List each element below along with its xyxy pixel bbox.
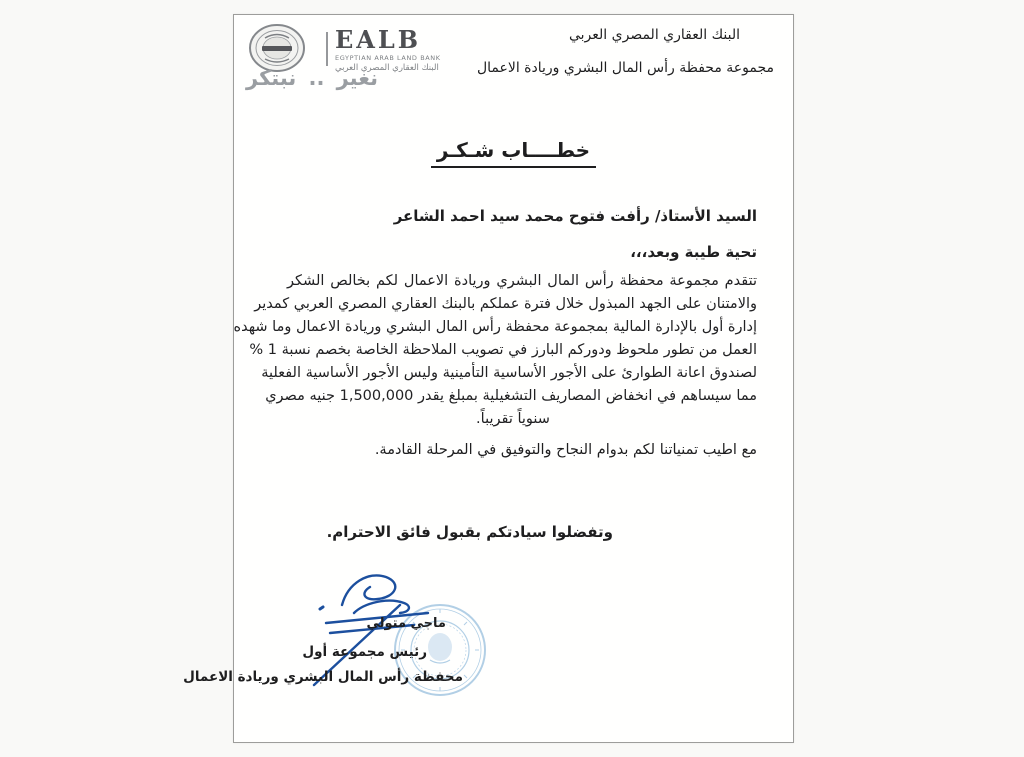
letter-title (234, 138, 793, 168)
brand-slogan: نغير .. نبتكر (246, 66, 378, 90)
body-line: تتقدم مجموعة محفظة رأس المال البشري وريادة الاعمال لكم بخالص الشكر (287, 273, 757, 289)
body-line: العمل من تطور ملحوظ ودوركم البارز في تصويب الملاحظة الخاصة بخصم نسبة 1 % (249, 342, 757, 358)
signer-department: محفظة رأس المال البشري وريادة الاعمال (183, 669, 463, 685)
body-line: والامتنان على الجهد المبذول خلال فترة عملكم بالبنك العقاري المصري العربي كمدير (254, 296, 757, 312)
signer-title: رئيس مجموعة أول (302, 644, 427, 660)
brand-name-en: EGYPTIAN ARAB LAND BANK (335, 54, 441, 62)
letterhead-logo (244, 20, 441, 110)
body-line: لصندوق اعانة الطوارئ على الأجور الأساسية التأمينية وليس الأجور الأساسية الفعلية (261, 365, 757, 381)
body-line: سنوياً تقريباً. (476, 411, 550, 427)
brand-name-ar: البنك العقاري المصري العربي (335, 63, 439, 73)
body-line: مما سيساهم في انخفاض المصاريف التشغيلية بمبلغ يقدر 1,500,000 جنيه مصري (265, 388, 757, 404)
logo-divider (326, 32, 328, 66)
body-paragraph (233, 270, 757, 431)
signoff-line: وتفضلوا سيادتكم بقبول فائق الاحترام. (326, 523, 613, 541)
letter-sheet (183, 14, 794, 743)
header-bank-name: البنك العقاري المصري العربي (568, 27, 740, 43)
addressee-line: السيد الأستاذ/ رأفت فتوح محمد سيد احمد الشاعر (393, 207, 757, 225)
brand-acronym: EALB (335, 25, 422, 54)
body-line: إدارة أول بالإدارة المالية بمجموعة محفظة رأس المال البشري وريادة الاعمال وما شهده (233, 319, 757, 335)
salutation-line: تحية طيبة وبعد،،، (630, 243, 757, 261)
header-group-name: مجموعة محفظة رأس المال البشري وريادة الاعمال (476, 60, 774, 76)
letter-title-text: خطــــاب شـكـر (431, 138, 596, 168)
signer-name: ماجي متولي (366, 616, 446, 631)
closing-wish-line: مع اطيب تمنياتنا لكم بدوام النجاح والتوفيق في المرحلة القادمة. (374, 442, 757, 458)
